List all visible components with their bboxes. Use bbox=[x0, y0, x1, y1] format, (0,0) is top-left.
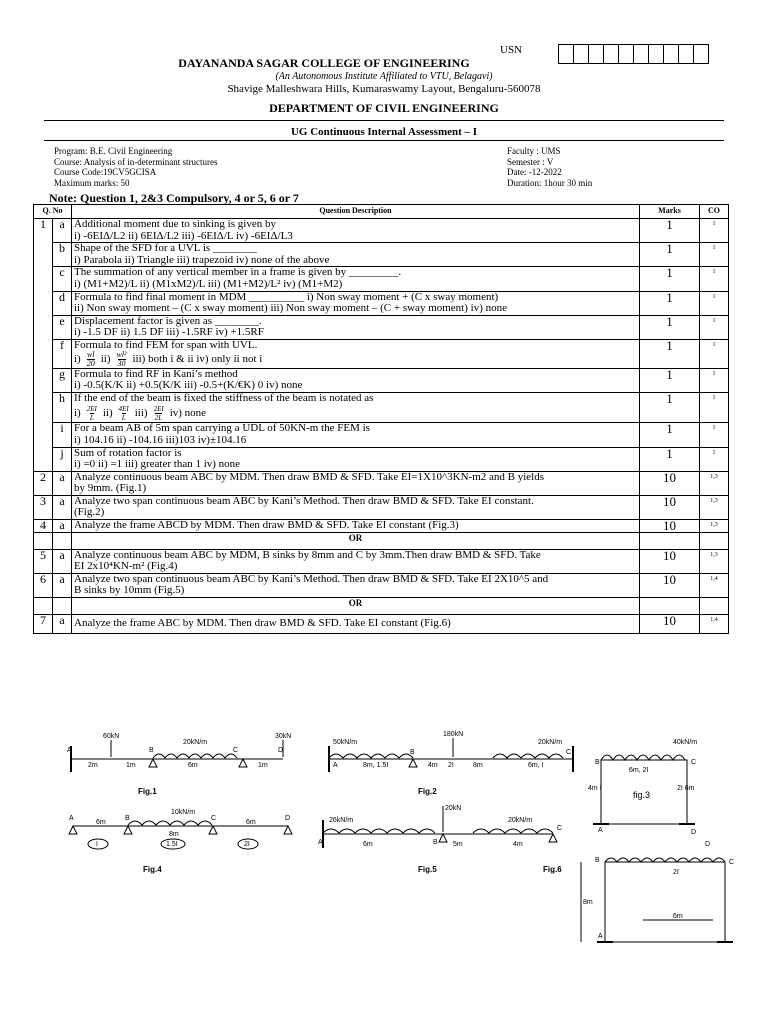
fig2-span: 6m, I bbox=[528, 762, 544, 769]
fig6-node: C bbox=[729, 859, 735, 866]
q-no: 5 bbox=[34, 549, 53, 573]
fig2-span: 8m bbox=[473, 762, 483, 769]
fig4-node: C bbox=[211, 815, 217, 822]
fig5-load: 26kN/m bbox=[329, 817, 354, 824]
fig1-caption: Fig.1 bbox=[138, 787, 157, 796]
q-marks: 1 bbox=[640, 219, 700, 243]
q-co: 1,4 bbox=[700, 573, 729, 597]
usn-label: USN bbox=[500, 44, 523, 56]
fig6-caption: Fig.6 bbox=[543, 865, 562, 874]
table-row bbox=[34, 447, 729, 471]
fig4-caption: Fig.4 bbox=[143, 865, 162, 874]
q-co: 1,3 bbox=[700, 471, 729, 495]
table-row bbox=[34, 315, 729, 339]
fig3-load: 40kN/m bbox=[673, 739, 698, 746]
q-co: 1 bbox=[700, 243, 729, 267]
header-description: Question Description bbox=[72, 205, 640, 219]
q-marks: 1 bbox=[640, 243, 700, 267]
q-no: 7 bbox=[34, 615, 53, 634]
fig1-span: 6m bbox=[188, 762, 198, 769]
meta-left bbox=[54, 146, 217, 188]
fig3-node: B bbox=[595, 759, 600, 766]
fig4-load: 10kN/m bbox=[171, 809, 196, 816]
fig2-load: 20kN/m bbox=[538, 739, 563, 746]
table-row bbox=[34, 219, 729, 243]
q-sub: a bbox=[53, 573, 72, 597]
fig2-node: B bbox=[410, 749, 415, 756]
fig1-load: 20kN/m bbox=[183, 739, 208, 746]
q-desc: Shape of the SFD for a UVL is ________ i) Parabola ii) Triangle iii) trapezoid iv) none of the above bbox=[72, 243, 640, 267]
q-co: 1 bbox=[700, 219, 729, 243]
table-row bbox=[34, 267, 729, 291]
fig1-load: 60kN bbox=[103, 733, 120, 740]
fig4-label: 8m bbox=[169, 831, 179, 838]
q-co: 1 bbox=[700, 392, 729, 423]
q-marks: 1 bbox=[640, 392, 700, 423]
table-header bbox=[34, 205, 729, 219]
table-row bbox=[34, 423, 729, 447]
q-desc: Analyze two span continuous beam ABC by Kani’s Method. Then draw BMD & SFD. Take EI 2X10^5 and B sinks by 10mm (Fig.5) bbox=[72, 573, 640, 597]
fig5-node: A bbox=[318, 839, 323, 846]
q-marks: 1 bbox=[640, 339, 700, 368]
department: DEPARTMENT OF CIVIL ENGINEERING bbox=[269, 101, 499, 115]
fig5-caption: Fig.5 bbox=[418, 865, 437, 874]
meta-right bbox=[507, 146, 592, 188]
fig5-label: 5m bbox=[453, 841, 463, 848]
fig6-node: A bbox=[598, 933, 603, 940]
header-marks: Marks bbox=[640, 205, 700, 219]
question-table bbox=[33, 204, 729, 634]
q-marks: 10 bbox=[640, 520, 700, 533]
fig4-label: I bbox=[96, 841, 98, 848]
fig3-label: 2I 6m bbox=[677, 785, 695, 792]
q-marks: 10 bbox=[640, 615, 700, 634]
q-desc: Analyze two span continuous beam ABC by Kani’s Method. Then draw BMD & SFD. Take EI constant. (Fig.2) bbox=[72, 495, 640, 519]
fig5-node: B bbox=[433, 839, 438, 846]
q-no: 4 bbox=[34, 520, 53, 533]
q-sub: a bbox=[53, 471, 72, 495]
figures-svg bbox=[33, 724, 733, 964]
or-row bbox=[34, 532, 729, 549]
table-row bbox=[34, 291, 729, 315]
note: Note: Question 1, 2&3 Compulsory, 4 or 5, 6 or 7 bbox=[49, 191, 299, 205]
q-marks: 1 bbox=[640, 368, 700, 392]
fig2-load: 180kN bbox=[443, 731, 464, 738]
fig6-label: 8m bbox=[583, 899, 593, 906]
affiliation: (An Autonomous Institute Affiliated to VTU, Belagavi) bbox=[275, 71, 493, 82]
q-co: 1 bbox=[700, 315, 729, 339]
fig6-frame bbox=[581, 858, 733, 942]
fig1-node: D bbox=[278, 747, 284, 754]
figures-area bbox=[33, 724, 733, 964]
duration: Duration: 1hour 30 min bbox=[507, 177, 593, 188]
fig6-label: 6m bbox=[673, 913, 683, 920]
fig6-label: 2I bbox=[673, 869, 679, 876]
q-co: 1 bbox=[700, 267, 729, 291]
course-code: Course Code:19CV5GCISA bbox=[54, 167, 157, 177]
q-sub: i bbox=[53, 423, 72, 447]
max-marks: Maximum marks: 50 bbox=[54, 177, 130, 188]
college-name: DAYANANDA SAGAR COLLEGE OF ENGINEERING bbox=[178, 56, 470, 70]
fig2-node: C bbox=[566, 749, 572, 756]
exam-title: UG Continuous Internal Assessment – I bbox=[290, 126, 478, 138]
fig2-load: 50kN/m bbox=[333, 739, 358, 746]
q-desc: If the end of the beam is fixed the stiffness of the beam is notated as i) 2EI L ii) 4EI L iii) 2EI 2L iv) none bbox=[72, 392, 640, 423]
fig4-label: 6m bbox=[246, 819, 256, 826]
q-co: 1 bbox=[700, 368, 729, 392]
fig2-span: 4m bbox=[428, 762, 438, 769]
q-marks: 10 bbox=[640, 573, 700, 597]
table-row bbox=[34, 573, 729, 597]
q-desc: Sum of rotation factor is i) =0 ii) =1 iii) greater than 1 iv) none bbox=[72, 447, 640, 471]
q-sub: h bbox=[53, 392, 72, 423]
semester: Semester : V bbox=[507, 156, 554, 167]
q-co: 1 bbox=[700, 339, 729, 368]
q-no: 3 bbox=[34, 495, 53, 519]
q-no: 6 bbox=[34, 573, 53, 597]
fig1-node: A bbox=[67, 747, 72, 754]
q-sub: a bbox=[53, 549, 72, 573]
fig5-label: 6m bbox=[363, 841, 373, 848]
fig4-node: B bbox=[125, 815, 130, 822]
fig5-load: 20kN bbox=[445, 805, 462, 812]
fig5-load: 20kN/m bbox=[508, 817, 533, 824]
q-desc: Analyze continuous beam ABC by MDM, B sinks by 8mm and C by 3mm.Then draw BMD & SFD. Take EI 2x10⁴KN-m² (Fig.4) bbox=[72, 549, 640, 573]
q-desc: For a beam AB of 5m span carrying a UDL of 50KN-m the FEM is i) 104.16 ii) -104.16 iii)103 iv)±104.16 bbox=[72, 423, 640, 447]
table-row bbox=[34, 368, 729, 392]
fig3-node: C bbox=[691, 759, 697, 766]
fig2-span: 8m, 1.5I bbox=[363, 762, 389, 769]
fig4-node: D bbox=[285, 815, 291, 822]
q-sub: a bbox=[53, 615, 72, 634]
q-sub: f bbox=[53, 339, 72, 368]
q-marks: 10 bbox=[640, 495, 700, 519]
q-co: 1 bbox=[700, 447, 729, 471]
fig6-node: B bbox=[595, 857, 600, 864]
fig3-label: 6m, 2I bbox=[629, 767, 649, 774]
table-row bbox=[34, 549, 729, 573]
q-sub: a bbox=[53, 219, 72, 243]
table-row bbox=[34, 495, 729, 519]
fig1-span: 2m bbox=[88, 762, 98, 769]
q-co: 1,3 bbox=[700, 549, 729, 573]
fig4-label: 1.5I bbox=[166, 841, 178, 848]
q-sub: c bbox=[53, 267, 72, 291]
q-sub: a bbox=[53, 520, 72, 533]
table-row bbox=[34, 471, 729, 495]
q-desc: Analyze continuous beam ABC by MDM. Then draw BMD & SFD. Take EI=1X10^3KN-m2 and B yields by 9mm. (Fig.1) bbox=[72, 471, 640, 495]
q-sub: g bbox=[53, 368, 72, 392]
table-row bbox=[34, 392, 729, 423]
q-desc: Additional moment due to sinking is given by i) -6EIΔ/L2 ii) 6EIΔ/L2 iii) -6EIΔ/L iv) -6EIΔ/L3 bbox=[72, 219, 640, 243]
q-marks: 1 bbox=[640, 291, 700, 315]
program: Program: B.E. Civil Engineering bbox=[54, 146, 173, 156]
or-label: OR bbox=[72, 598, 640, 615]
q-co: 1,3 bbox=[700, 495, 729, 519]
divider bbox=[44, 140, 724, 141]
fig1-span: 1m bbox=[126, 762, 136, 769]
fig2-node: A bbox=[333, 762, 338, 769]
table-row bbox=[34, 339, 729, 368]
q-marks: 1 bbox=[640, 447, 700, 471]
fig6-node: D bbox=[705, 841, 711, 848]
fig3-caption: fig.3 bbox=[633, 790, 651, 800]
fig1-beam bbox=[71, 740, 283, 772]
fig4-label: 6m bbox=[96, 819, 106, 826]
fig5-label: 4m bbox=[513, 841, 523, 848]
header-qno: Q. No bbox=[34, 205, 72, 219]
fig2-span: 2I bbox=[448, 762, 454, 769]
fig3-node: A bbox=[598, 827, 603, 834]
q-marks: 10 bbox=[640, 549, 700, 573]
q-sub: j bbox=[53, 447, 72, 471]
q-co: 1 bbox=[700, 291, 729, 315]
q-marks: 1 bbox=[640, 423, 700, 447]
q-marks: 10 bbox=[640, 471, 700, 495]
date: Date: -12-2022 bbox=[507, 167, 562, 177]
q-sub: a bbox=[53, 495, 72, 519]
q-sub: d bbox=[53, 291, 72, 315]
fig4-node: A bbox=[69, 815, 74, 822]
q-desc: Formula to find final moment in MDM __________ i) Non sway moment + (C x sway moment) ii) Non sway moment – (C x sway moment) iii) Non sway moment – (C + sway moment) iv) none bbox=[72, 291, 640, 315]
q-desc: Formula to find RF in Kani’s method i) -0.5(K/K ii) +0.5(K/K iii) -0.5+(K/€K) 0 iv) none bbox=[72, 368, 640, 392]
divider bbox=[44, 120, 724, 121]
q-desc: Analyze the frame ABC by MDM. Then draw BMD & SFD. Take EI constant (Fig.6) bbox=[72, 615, 640, 634]
q-co: 1,4 bbox=[700, 615, 729, 634]
address: Shavige Malleshwara Hills, Kumaraswamy Layout, Bengaluru-560078 bbox=[227, 83, 541, 95]
fig3-label: 4m I bbox=[588, 785, 602, 792]
q-marks: 1 bbox=[640, 315, 700, 339]
fig5-node: C bbox=[557, 825, 563, 832]
fig1-node: B bbox=[149, 747, 154, 754]
table-row bbox=[34, 615, 729, 634]
fig2-caption: Fig.2 bbox=[418, 787, 437, 796]
fig1-span: 1m bbox=[258, 762, 268, 769]
or-row bbox=[34, 598, 729, 615]
q-sub: b bbox=[53, 243, 72, 267]
faculty: Faculty : UMS bbox=[507, 146, 561, 156]
table-row bbox=[34, 520, 729, 533]
q-co: 1,3 bbox=[700, 520, 729, 533]
or-label: OR bbox=[72, 532, 640, 549]
q-sub: e bbox=[53, 315, 72, 339]
course: Course: Analysis of in-determinant structures bbox=[54, 156, 218, 167]
q-no: 2 bbox=[34, 471, 53, 495]
fig4-label: 2I bbox=[244, 841, 250, 848]
q-co: 1 bbox=[700, 423, 729, 447]
fig1-node: C bbox=[233, 747, 239, 754]
q-marks: 1 bbox=[640, 267, 700, 291]
q-desc: The summation of any vertical member in a frame is given by _________. i) (M1+M2)/L ii) (M1xM2)/L iii) (M1+M2)/L² iv) (M1+M2) bbox=[72, 267, 640, 291]
fig1-load: 30kN bbox=[275, 733, 292, 740]
fig3-node: D bbox=[691, 829, 697, 836]
q-desc: Displacement factor is given as ________. i) -1.5 DF ii) 1.5 DF iii) -1.5RF iv) +1.5RF bbox=[72, 315, 640, 339]
header-co: CO bbox=[700, 205, 729, 219]
q-desc: Formula to find FEM for span with UVL. i) wl 20 ii) wl² 30 iii) both i & ii iv) only ii not i bbox=[72, 339, 640, 368]
q-no: 1 bbox=[34, 219, 53, 472]
table-row bbox=[34, 243, 729, 267]
q-desc: Analyze the frame ABCD by MDM. Then draw BMD & SFD. Take EI constant (Fig.3) bbox=[72, 520, 640, 533]
